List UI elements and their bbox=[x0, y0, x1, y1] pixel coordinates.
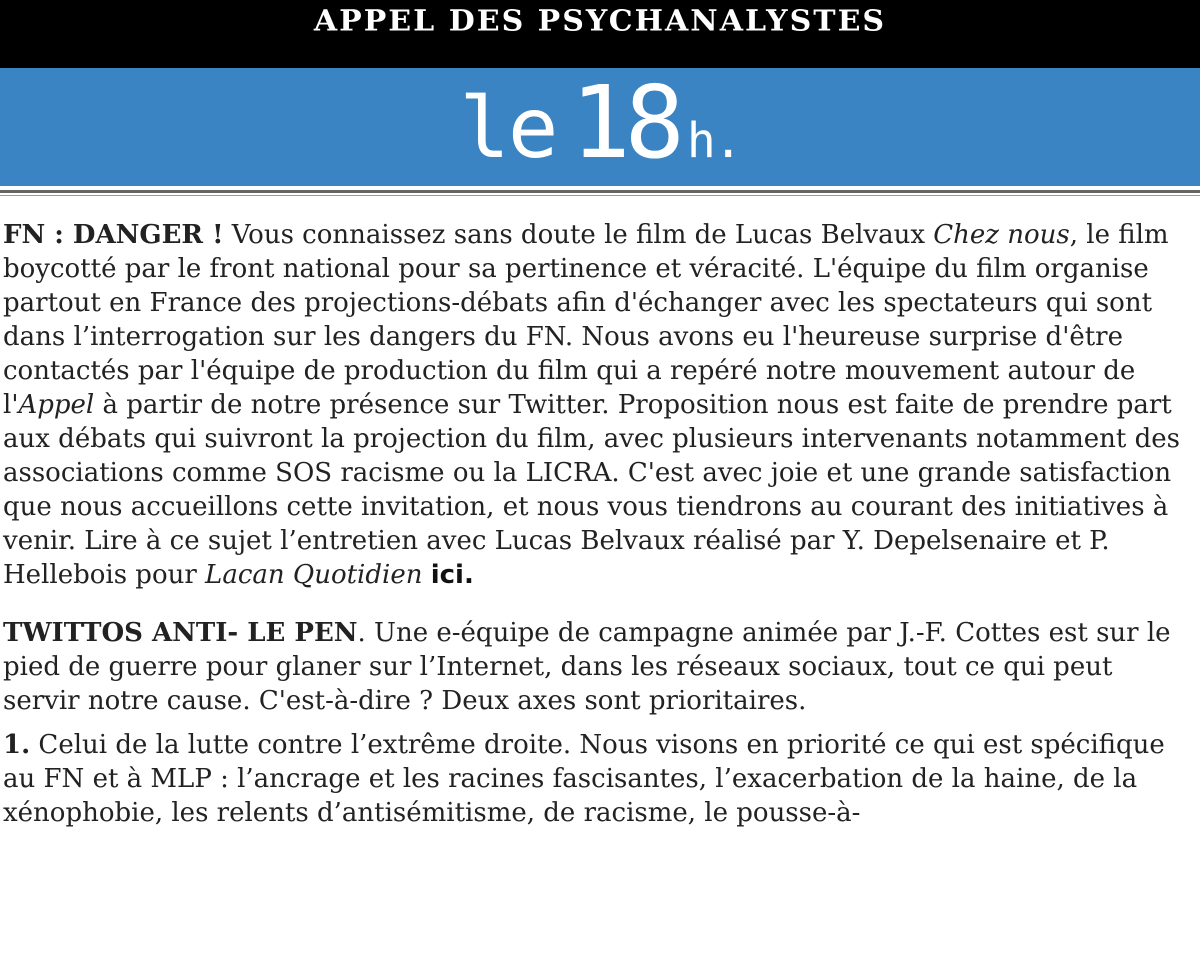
ici-link[interactable]: ici. bbox=[430, 560, 474, 590]
logo-band bbox=[0, 63, 1200, 186]
paragraph-heading: FN : DANGER ! bbox=[3, 220, 224, 250]
site-title: APPEL DES PSYCHANALYSTES bbox=[313, 4, 887, 39]
logo-number: 18 bbox=[570, 63, 679, 181]
paragraph-text: Vous connaissez sans doute le film de Lucas Belvaux bbox=[223, 220, 934, 250]
appel-title: Appel bbox=[18, 390, 95, 420]
film-title: Chez nous bbox=[933, 220, 1070, 250]
paragraph-text: . Une e-équipe de campagne animée par J.-F. Cottes est sur le pied de guerre pour glaner sur l’Internet, dans les réseaux sociaux, tout ce qui peut servir notre cause. C'est-à-dire ? Deux axes sont prioritaires. bbox=[3, 618, 1171, 716]
article-body bbox=[0, 196, 1200, 830]
top-bar bbox=[0, 0, 1200, 68]
paragraph-axis-1 bbox=[3, 728, 1194, 830]
site-header bbox=[0, 0, 1200, 196]
paragraph-twittos bbox=[3, 616, 1194, 718]
paragraph-fn-danger bbox=[3, 218, 1194, 592]
publication-title: Lacan Quotidien bbox=[205, 560, 423, 590]
logo-le: le bbox=[459, 78, 557, 177]
paragraph-text: à partir de notre présence sur Twitter. Proposition nous est faite de prendre part aux débats qui suivront la projection du film, avec plusieurs intervenants notamment des associations comme SOS racisme ou la LICRA. C'est avec joie et une grande satisfaction que nous accueillons cette invitation, et nous vous tiendrons au courant des initiatives à venir. Lire à ce sujet l’entretien avec Lucas Belvaux réalisé par Y. Depelsenaire et P. Hellebois pour bbox=[3, 390, 1180, 590]
logo-hour-suffix: h. bbox=[686, 112, 741, 169]
paragraph-heading: TWITTOS ANTI- LE PEN bbox=[3, 618, 358, 648]
logo-18h[interactable] bbox=[459, 64, 740, 181]
paragraph-text: Celui de la lutte contre l’extrême droite. Nous visons en priorité ce qui est spécifique au FN et à MLP : l’ancrage et les racines fascisantes, l’exacerbation de la haine, de la xénophobie, les relents d’antisémitisme, de racisme, le pousse-à- bbox=[3, 730, 1165, 828]
divider-thick bbox=[0, 190, 1200, 193]
list-number: 1. bbox=[3, 730, 31, 760]
paragraph-text: , le film boycotté par le front national pour sa pertinence et véracité. L'équipe du film organise partout en France des projections-débats afin d'échanger avec les spectateurs qui sont dans l’interrogation sur les dangers du FN. Nous avons eu l'heureuse surprise d'être contactés par l'équipe de production du film qui a repéré notre mouvement autour de l' bbox=[3, 220, 1169, 420]
